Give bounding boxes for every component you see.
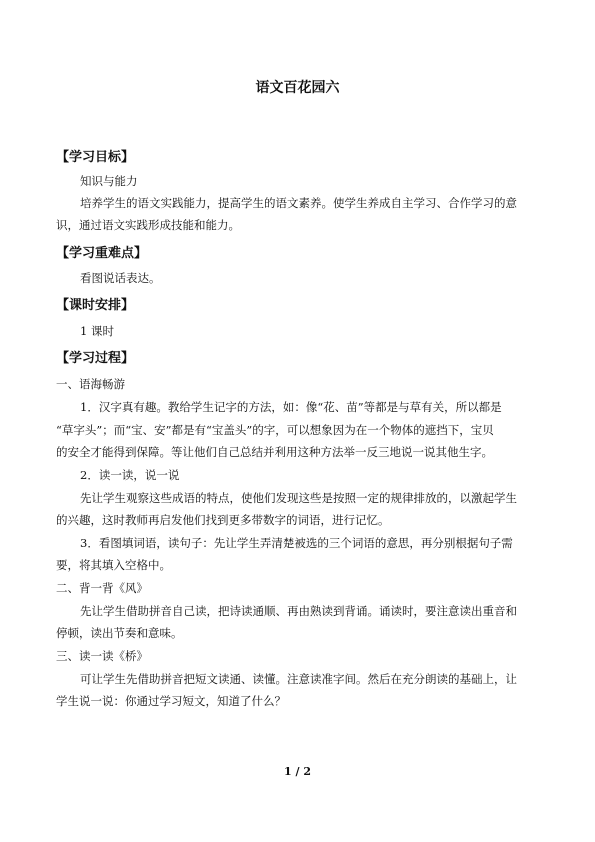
process-part3-title: 三、读一读《桥》	[56, 649, 148, 663]
process-part3-line-2: 学生说一说：你通过学习短文，知道了什么？	[56, 694, 286, 708]
process-p1-line-1: 1．汉字真有趣。教给学生记字的方法，如：像“花、苗”等都是与草有关，所以都是	[80, 400, 502, 414]
goal-subheading: 知识与能力	[80, 174, 138, 188]
process-part3-line-1: 可让学生先借助拼音把短文读通、读懂。注意读准字间。然后在充分朗读的基础上，让	[80, 672, 517, 686]
section-heading-goal: 【学习目标】	[56, 150, 135, 165]
process-part1-title: 一、语海畅游	[56, 377, 125, 391]
process-p1-line-2: “草字头”；而“宝、安”都是有“宝盖头”的字，可以想象因为在一个物体的遮挡下，宝贝	[56, 423, 494, 437]
process-p2-line-1: 先让学生观察这些成语的特点，使他们发现这些是按照一定的规律排放的，以激起学生	[80, 491, 517, 505]
page-number: 1 / 2	[284, 765, 311, 778]
process-part2-line-1: 先让学生借助拼音自己读，把诗读通顺、再由熟读到背诵。诵读时，要注意读出重音和	[80, 604, 517, 618]
process-part2-title: 二、背一背《风》	[56, 581, 148, 595]
section-heading-process: 【学习过程】	[56, 351, 135, 366]
process-p3-line-1: 3．看图填词语，读句子：先让学生弄清楚被选的三个词语的意思，再分别根据句子需	[80, 536, 513, 550]
process-p2-title: 2．读一读，说一说	[80, 468, 180, 482]
goal-line-2: 识，通过语文实践形成技能和能力。	[56, 218, 240, 232]
schedule-line-1: 1 课时	[80, 324, 114, 338]
page-title: 语文百花园六	[255, 80, 340, 96]
key-points-line-1: 看图说话表达。	[80, 271, 161, 285]
section-heading-key-points: 【学习重难点】	[56, 246, 148, 261]
section-heading-schedule: 【课时安排】	[56, 298, 135, 313]
process-part2-line-2: 停顿，读出节奏和意味。	[56, 626, 183, 640]
process-p2-line-2: 的兴趣，这时教师再启发他们找到更多带数字的词语，进行记忆。	[56, 513, 390, 527]
process-p1-line-3: 的安全才能得到保障。等让他们自己总结并利用这种方法举一反三地说一说其他生字。	[56, 445, 493, 459]
process-p3-line-2: 要，将其填入空格中。	[56, 558, 171, 572]
goal-line-1: 培养学生的语文实践能力，提高学生的语文素养。使学生养成自主学习、合作学习的意	[80, 196, 517, 210]
